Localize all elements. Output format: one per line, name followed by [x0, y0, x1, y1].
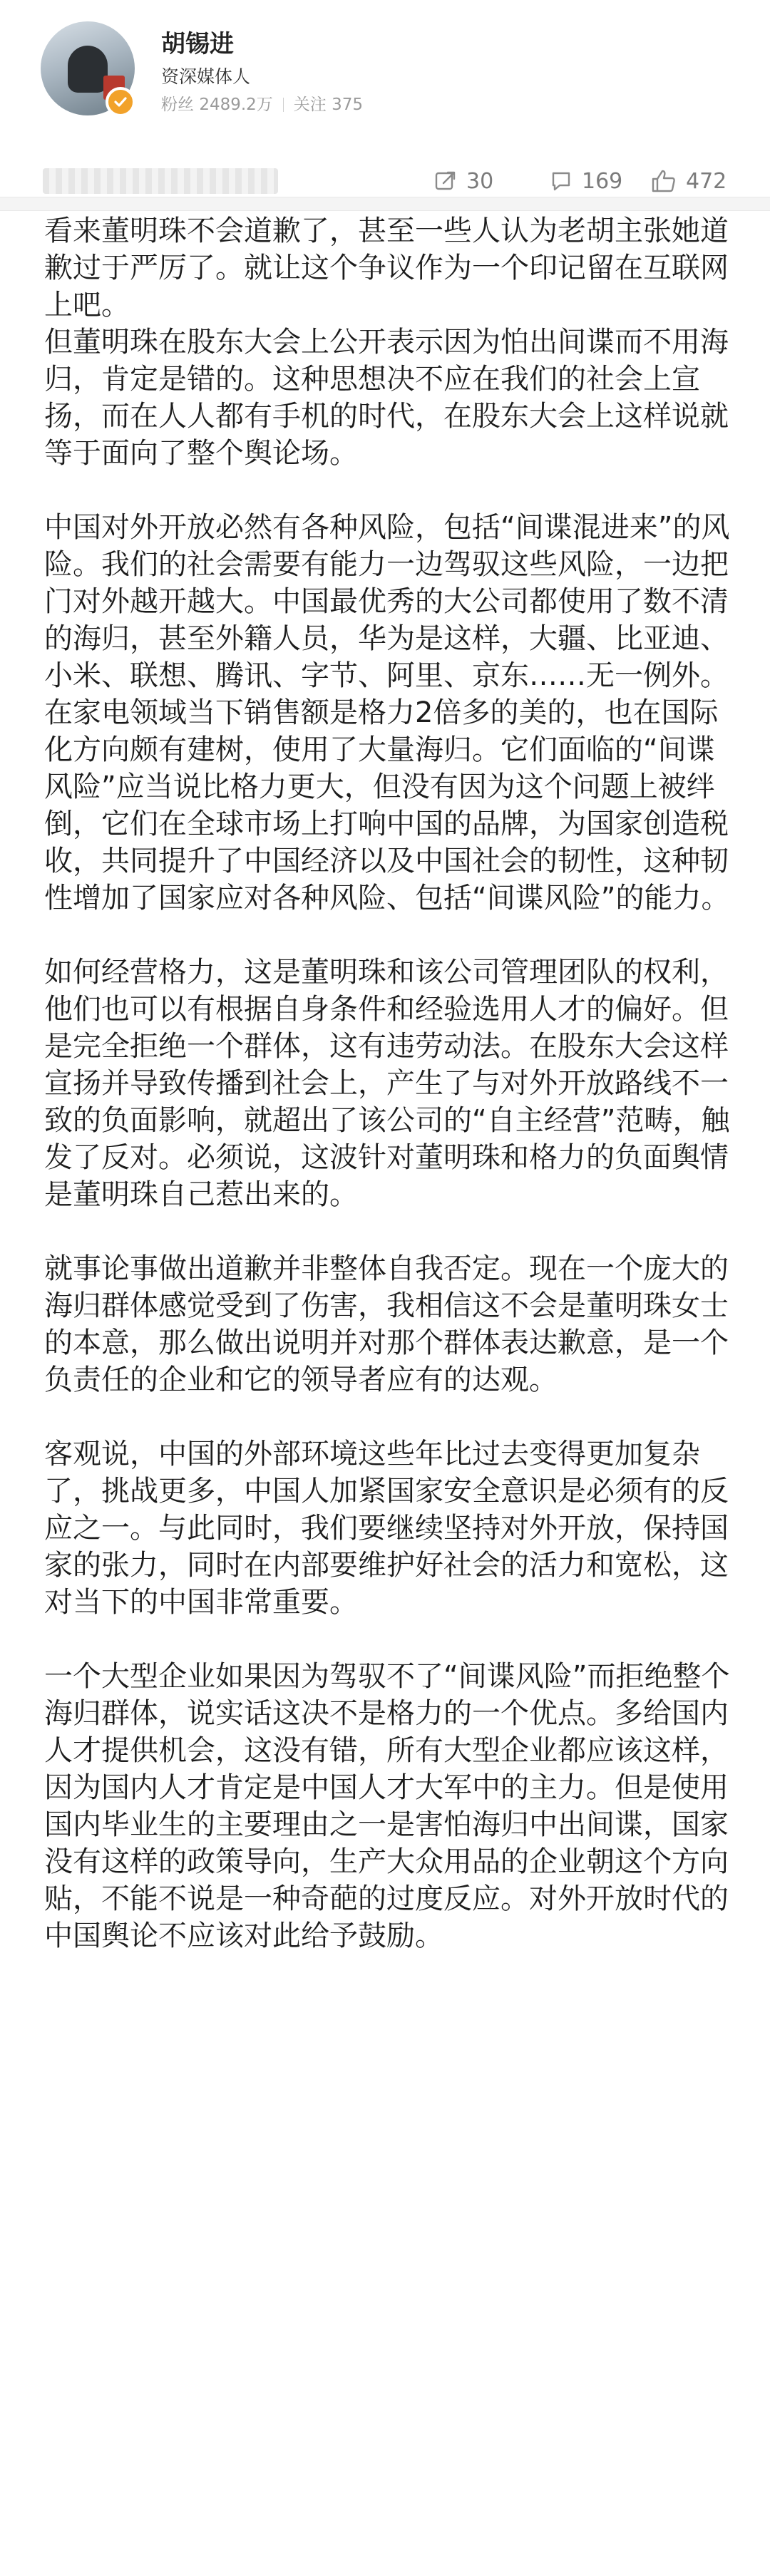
- post-paragraph: 客观说，中国的外部环境这些年比过去变得更加复杂了，挑战更多，中国人加紧国家安全意识是必须有的反应之一。与此同时，我们要继续坚持对外开放，保持国家的张力，同时在内部要维护好社会的活力和宽松，这对当下的中国非常重要。: [44, 1438, 729, 1619]
- repost-button[interactable]: [433, 165, 493, 197]
- avatar-figure: [68, 46, 108, 93]
- thumbs-up-icon: [650, 168, 677, 194]
- post-paragraph: 就事论事做出道歉并非整体自我否定。现在一个庞大的海归群体感觉受到了伤害，我相信这不会是董明珠女士的本意，那么做出说明并对那个群体表达歉意，是一个负责任的企业和它的领导者应有的达观。: [44, 1252, 729, 1396]
- post-body: [44, 212, 743, 1954]
- verified-badge-icon: [106, 87, 135, 117]
- post-paragraph: 中国对外开放必然有各种风险，包括“间谍混进来”的风险。我们的社会需要有能力一边驾驭这些风险，一边把门对外越开越大。中国最优秀的大公司都使用了数不清的海归，甚至外籍人员，华为是这样，大疆、比亚迪、小米、联想、腾讯、字节、阿里、京东……无一例外。在家电领域当下销售额是格力2倍多的美的，也在国际化方向颇有建树，使用了大量海归。它们面临的“间谍风险”应当说比格力更大，但没有因为这个问题上被绊倒，它们在全球市场上打响中国的品牌，为国家创造税收，共同提升了中国经济以及中国社会的韧性，这种韧性增加了国家应对各种风险、包括“间谍风险”的能力。: [44, 511, 730, 915]
- following-label: 关注: [293, 96, 327, 114]
- post-header: [0, 0, 770, 153]
- like-button[interactable]: [650, 165, 727, 197]
- followers-value: 2489.2万: [199, 96, 273, 114]
- comment-count: 169: [582, 168, 623, 194]
- followers-label: 粉丝: [161, 96, 194, 114]
- comment-button[interactable]: [549, 165, 622, 197]
- paragraph-spacer: [44, 1621, 743, 1658]
- author-name[interactable]: 胡锡进: [161, 30, 234, 58]
- paragraph-spacer: [44, 1213, 743, 1250]
- like-count: 472: [686, 168, 727, 194]
- stats-divider: [283, 98, 284, 112]
- action-bar: [0, 165, 770, 197]
- following-value: 375: [332, 96, 364, 114]
- section-divider: [0, 197, 770, 211]
- repost-count: 30: [466, 168, 494, 194]
- author-stats: [161, 91, 363, 115]
- paragraph-spacer: [44, 472, 743, 509]
- paragraph-spacer: [44, 917, 743, 954]
- post-paragraph: 一个大型企业如果因为驾驭不了“间谍风险”而拒绝整个海归群体，说实话这决不是格力的一个优点。多给国内人才提供机会，这没有错，所有大型企业都应该这样，因为国内人才肯定是中国人才大军中的主力。但是使用国内毕业生的主要理由之一是害怕海归中出间谍，国家没有这样的政策导向，生产大众用品的企业朝这个方向贴，不能不说是一种奇葩的过度反应。对外开放时代的中国舆论不应该对此给予鼓励。: [44, 1660, 730, 1952]
- post-paragraph: 如何经营格力，这是董明珠和该公司管理团队的权利，他们也可以有根据自身条件和经验选用人才的偏好。但是完全拒绝一个群体，这有违劳动法。在股东大会这样宣扬并导致传播到社会上，产生了与对外开放路线不一致的负面影响，就超出了该公司的“自主经营”范畴，触发了反对。必须说，这波针对董明珠和格力的负面舆情是董明珠自己惹出来的。: [44, 956, 730, 1211]
- comment-icon: [549, 169, 573, 193]
- post-paragraph: 看来董明珠不会道歉了，甚至一些人认为老胡主张她道歉过于严厉了。就让这个争议作为一个印记留在互联网上吧。: [44, 215, 729, 321]
- post-paragraph: 但董明珠在股东大会上公开表示因为怕出间谍而不用海归，肯定是错的。这种思想决不应在我们的社会上宣扬，而在人人都有手机的时代，在股东大会上这样说就等于面向了整个舆论场。: [44, 326, 729, 470]
- author-role: 资深媒体人: [161, 66, 251, 87]
- paragraph-spacer: [44, 1398, 743, 1436]
- repost-icon: [433, 169, 458, 193]
